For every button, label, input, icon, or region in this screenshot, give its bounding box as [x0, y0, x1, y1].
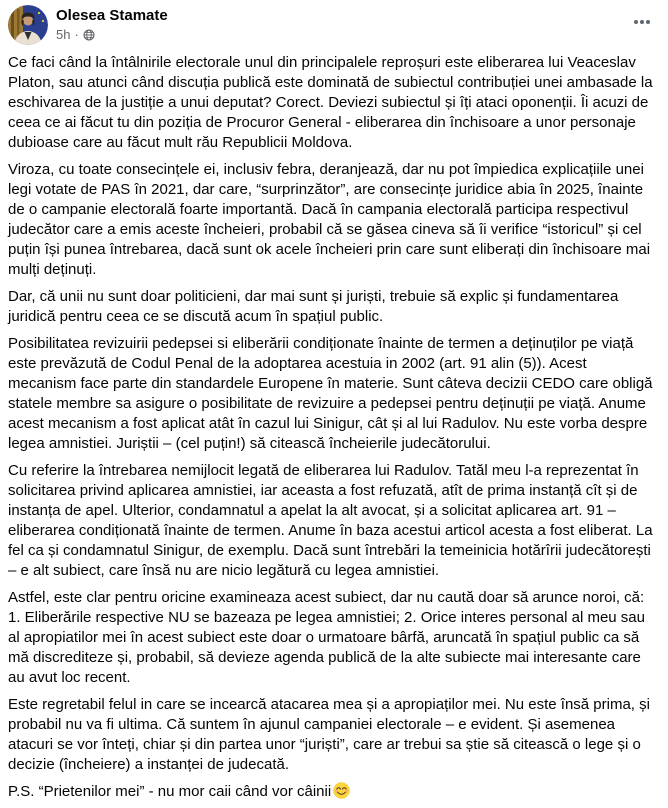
more-options-button[interactable] [626, 10, 658, 34]
paragraph: Este regretabil felul in care se incearcă atacarea mea și a apropiaților mei. Nu este însă prima, și probabil nu va fi ultima. Că suntem în ajunul campaniei electorale – e evident. Și asemenea atacuri se vor înteți, chiar și din partea unor “juriști”, care ar trebui sa știe să citească o lege și o decizie (încheiere) a instanței de judecată. [8, 696, 650, 773]
post-timestamp[interactable]: 5h [56, 27, 71, 42]
post-text [0, 49, 668, 808]
post-meta [56, 26, 168, 43]
avatar[interactable] [8, 5, 48, 45]
header-text [56, 5, 168, 43]
author-name[interactable]: Olesea Stamate [56, 7, 168, 24]
smiling-emoji-icon [333, 782, 350, 799]
post-header [0, 0, 668, 49]
paragraph: Astfel, este clar pentru oricine examineaza acest subiect, dar nu caută doar să arunce noroi, că: 1. Eliberările respective NU se bazeaza pe legea amnistiei; 2. Orice interes personal al meu sau al apropiatilor mei în acest subiect este doar o urmatoare bârfă, aruncată în spațiul public ca să mă discrediteze și, probabil, să devieze agenda publică de la alte subiecte mai interesante care au avut loc recent. [8, 589, 645, 686]
avatar-image [8, 5, 48, 45]
paragraph: Dar, că unii nu sunt doar politicieni, dar mai sunt și juriști, trebuie să explic și fundamentarea juridică pentru ceea ce se discută acum în spațiul public. [8, 288, 619, 325]
globe-icon [83, 29, 95, 41]
paragraph: Viroza, cu toate consecințele ei, inclusiv febra, deranjează, dar nu pot împiedica explicațiile unei legi votate de PAS în 2021, dar care, “surprinzător”, are consecințe juridice abia în 2025, înainte de o campanie electorală foarte importantă. Dacă în campania electorală participa respectivul judecător care a emis aceste încheieri, probabil că se găsea cineva să îi verifice “istoricul” și cel puțin își punea întrebarea, dacă sunt ok acele încheieri prin care sunt eliberați din închisoare mai mulți deținuți. [8, 161, 651, 278]
ps-text: P.S. “Prietenilor mei” - nu mor caii când vor câinii [8, 783, 332, 800]
paragraph: Ce faci când la întâlnirile electorale unul din principalele reproșuri este eliberarea lui Veaceslav Platon, sau atunci când discuția publică este dominată de subiectul contribuției unei ambasade la eschivarea de la justiție a unui deputat? Corect. Deviezi subiectul și îți ataci oponenții. Îi acuzi de ceea ce ai făcut tu din poziția de Procuror General - eliberarea din închisoare a unor personaje dubioase care au făcut mult rău Republicii Moldova. [8, 54, 653, 151]
paragraph: Cu referire la întrebarea nemijlocit legată de eliberarea lui Radulov. Tatăl meu l-a reprezentat în solicitarea privind aplicarea amnistiei, iar aceasta a fost refuzată, atît de prima instanță cît și de instanța de apel. Ulterior, condamnatul a apelat la alt avocat, și a solicitat aplicarea art. 91 – eliberarea condiționată înainte de termen. Anume în baza acestui articol acesta a fost eliberat. La fel ca și condamnatul Sinigur, de exemplu. Dacă sunt întrebări la temeinicia hotărîrii judecătorești – e alt subiect, care însă nu are nicio legătură cu legea amnistiei. [8, 462, 653, 579]
ellipsis-icon [632, 12, 652, 32]
paragraph-ps [8, 782, 658, 802]
meta-separator: · [74, 27, 79, 42]
paragraph: Posibilitatea revizuirii pedepsei si eliberării condiționate înainte de termen a deținuților pe viață este prevăzută de Codul Penal de la adoptarea acestuia in 2002 (art. 91 alin (5)). Acest mecanism face parte din standardele Europene în materie. Sunt câteva decizii CEDO care obligă statele membre sa asigure o posibilitate de revizuire a pedepsei pentru deținuții pe viață. Anume acest mecanism a fost aplicat atât în cazul lui Sinigur, cât și al lui Radulov. Nu este vorba despre legea amnistiei. Juriștii – (cel puțin!) să citească încheierile judecătorului. [8, 335, 653, 452]
